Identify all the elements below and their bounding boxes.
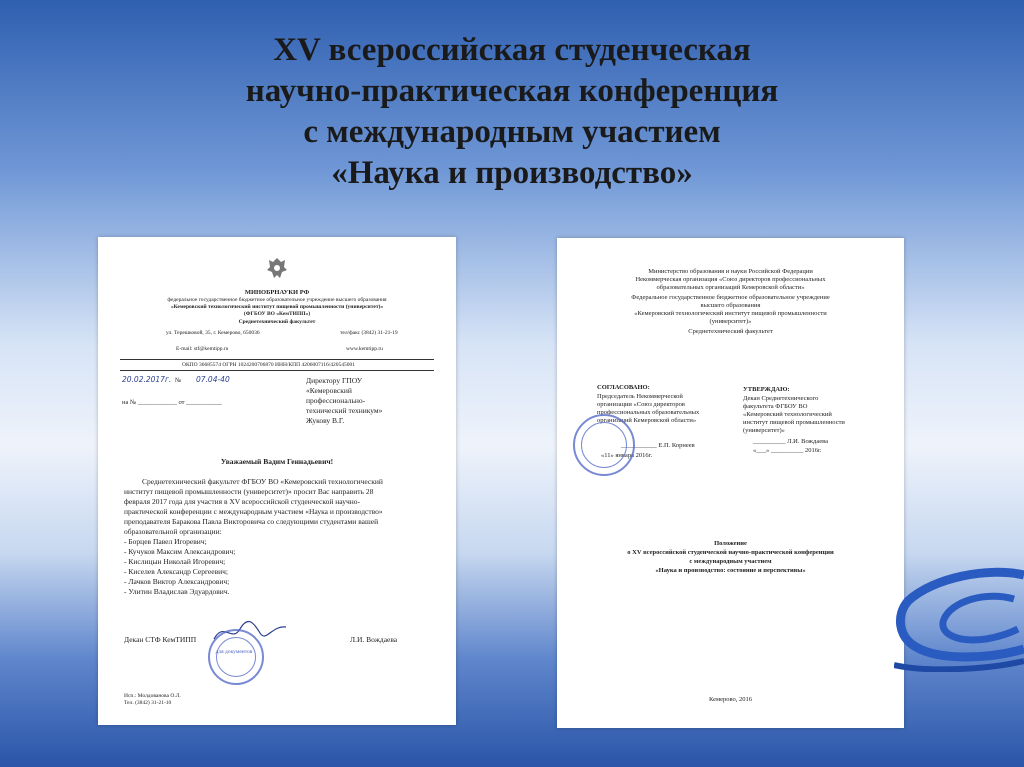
body-line-2: институт пищевой промышленности (университет)» просит Вас направить 28: [124, 487, 374, 496]
header-line-3: образовательных организаций Кемеровской области»: [656, 284, 805, 291]
letter-email: E-mail: stf@kemtipp.ru: [176, 346, 229, 352]
letter-phone: тел/факс (3842) 31-21-19: [340, 330, 398, 336]
ministry-name: МИНОБРНАУКИ РФ: [244, 289, 310, 296]
letter-address: ул. Терешковой, 35, г. Кемерово, 650036: [166, 330, 260, 336]
agreed-line-2: организации «Союз директоров: [597, 401, 685, 408]
body-line-1: Среднетехнический факультет ФГБОУ ВО «Кемеровский технологический: [142, 477, 383, 486]
body-line-6: образовательной организации:: [124, 527, 222, 536]
recipient-line-3: профессионально-: [306, 396, 366, 405]
agreed-line-3: профессиональных образовательных: [597, 409, 700, 416]
document-subtitle-3: «Наука и производство: состояние и перспективы»: [655, 567, 806, 574]
header-line-7: (университет)»: [709, 318, 752, 325]
title-line-3: с международным участием: [303, 114, 721, 150]
approved-date: «___» __________ 2016г.: [753, 447, 822, 454]
institute-logo-icon: [894, 567, 1024, 672]
registration-date: 20.02.2017г.: [122, 375, 172, 384]
dean-title: Декан СТФ КемТИПП: [124, 635, 197, 644]
coat-of-arms-icon: [264, 255, 290, 281]
approved-line-1: Декан Среднетехнического: [743, 395, 819, 402]
org-line-2: «Кемеровский технологический институт пищевой промышленности (университет)»: [170, 304, 384, 310]
student-item: - Борцев Павел Игоревич;: [124, 537, 207, 546]
title-line-4: «Наука и производство»: [331, 155, 693, 191]
student-item: - Кучуков Максим Александрович;: [124, 547, 236, 556]
approved-line-5: (университет)»: [743, 427, 785, 434]
regulation-document: [557, 238, 904, 728]
agreed-line-1: Председатель Некоммерческой: [597, 393, 683, 400]
document-subtitle-1: о XV всероссийской студенческой научно-практической конференции: [627, 549, 834, 556]
salutation: Уважаемый Вадим Геннадьевич!: [220, 457, 334, 466]
agreed-signature: ___________ Е.П. Корнеев: [621, 442, 695, 449]
body-line-4: практической конференции с международным участием «Наука и производство»: [124, 507, 383, 516]
agreed-line-4: организаций Кемеровской области»: [597, 417, 697, 424]
title-line-2: научно-практическая конференция: [245, 73, 779, 109]
body-line-5: преподавателя Баракова Павла Викторовича со следующими студентами вашей: [124, 517, 379, 526]
dean-name: Л.И. Вождаева: [350, 635, 398, 644]
invitation-letter: [98, 237, 456, 725]
seal-stamp-text: для документов: [215, 649, 253, 655]
document-subtitle-2: с международным участием: [689, 558, 772, 565]
recipient-line-4: технический техникум»: [306, 406, 383, 415]
student-item: - Лачков Виктор Александрович;: [124, 577, 230, 586]
document-title: Положение: [714, 540, 747, 547]
header-line-1: Министерство образования и науки Российской Федерации: [648, 268, 813, 275]
approved-line-2: факультета ФГБОУ ВО: [743, 403, 808, 410]
letter-website: www.kemtipp.ru: [346, 346, 383, 352]
executor-phone: Тел. (3842) 31-21-10: [124, 700, 172, 706]
seal-stamp-icon: [208, 629, 264, 685]
agreed-title: СОГЛАСОВАНО:: [597, 384, 650, 391]
recipient-line-5: Жукову В.Г.: [306, 416, 345, 425]
executor-name: Исп.: Молдованова О.Л.: [124, 693, 181, 699]
header-line-4: Федеральное государственное бюджетное образовательное учреждение: [631, 294, 830, 301]
approved-line-4: институт пищевой промышленности: [743, 419, 845, 426]
recipient-line-2: «Кемеровский: [306, 386, 352, 395]
registration-number-label: №: [175, 377, 182, 384]
header-line-8: Среднетехнический факультет: [688, 328, 773, 335]
reference-line: на № ____________ от ___________: [122, 399, 222, 406]
header-line-5: высшего образования: [700, 302, 761, 309]
registration-number: 07.04-40: [196, 375, 230, 384]
approved-line-3: «Кемеровский технологический: [743, 411, 832, 418]
seal-stamp-icon: [573, 414, 635, 476]
slide-title: [80, 30, 944, 194]
student-item: - Киселев Александр Сергеевич;: [124, 567, 228, 576]
agreed-date: «11» января 2016г.: [601, 452, 653, 459]
title-line-1: XV всероссийская студенческая: [273, 32, 751, 68]
header-line-6: «Кемеровский технологический институт пищевой промышленности: [634, 310, 827, 317]
approved-title: УТВЕРЖДАЮ:: [743, 386, 790, 393]
letter-codes: ОКПО 36685574 ОГРН 1024200706870 ИНН/КПП 4206007116/420545001: [182, 362, 356, 368]
codes-divider: [120, 370, 434, 371]
header-divider: [120, 359, 434, 360]
faculty-name: Среднетехнический факультет: [238, 319, 316, 325]
org-line-1: федеральное государственное бюджетное образовательное учреждение высшего образования: [167, 297, 387, 303]
place-and-year: Кемерово, 2016: [709, 696, 752, 703]
student-item: - Кислицын Николай Игоревич;: [124, 557, 226, 566]
recipient-line-1: Директору ГПОУ: [306, 376, 363, 385]
approved-signature: __________ Л.И. Вождаева: [753, 438, 828, 445]
body-line-3: февраля 2017 года для участия в XV всероссийской студенческой научно-: [124, 497, 360, 506]
student-item: - Улитин Владислав Эдуардович.: [124, 587, 230, 596]
org-line-3: (ФГБОУ ВО «КемТИПП»): [243, 311, 311, 317]
header-line-2: Некоммерческая организация «Союз директоров профессиональных: [635, 276, 826, 283]
